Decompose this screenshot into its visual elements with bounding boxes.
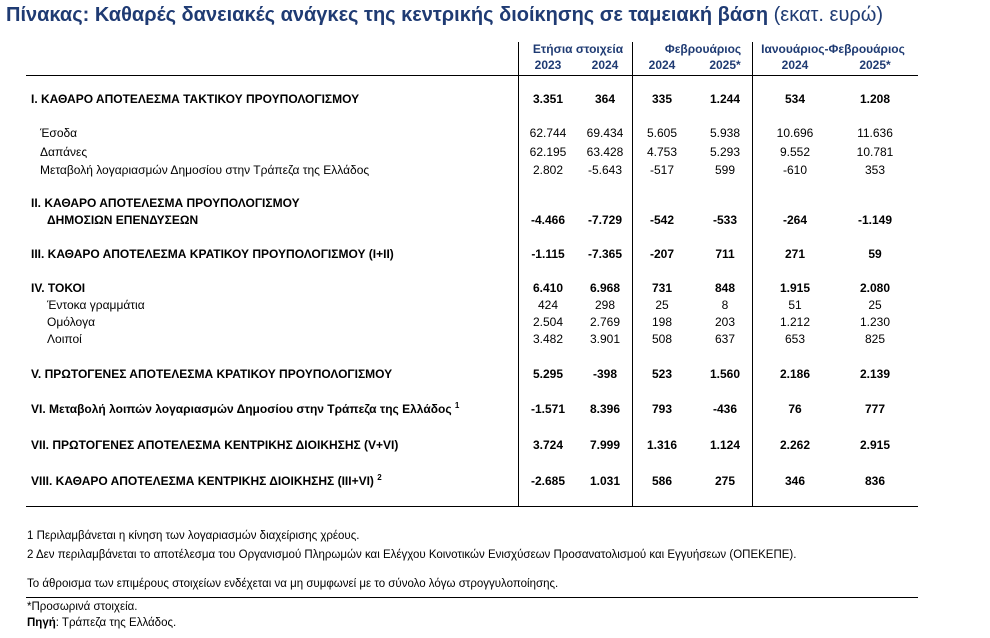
cell: 777: [864, 402, 886, 416]
row-label-text: VI. Μεταβολή λοιπών λογαριασμών Δημοσίου στην Τράπεζα της Ελλάδος: [31, 402, 452, 416]
cell: -264: [782, 213, 808, 227]
cell: -542: [649, 213, 675, 227]
header-group-jan-feb: Ιανουάριος-Φεβρουάριος: [761, 42, 905, 56]
cell: -1.115: [531, 247, 565, 261]
source-label: Πηγή: [27, 617, 56, 629]
cell: 3.482: [532, 332, 564, 346]
cell: -7.365: [587, 247, 623, 261]
cell: 424: [537, 298, 559, 312]
cell: 5.295: [532, 367, 564, 381]
table-row: [0, 126, 990, 142]
row-label: Έσοδα: [40, 126, 78, 140]
cell: -207: [649, 247, 675, 261]
cell: 3.724: [532, 438, 564, 452]
cell: 1.230: [859, 315, 891, 329]
header-group-annual: Ετήσια στοιχεία: [532, 42, 624, 56]
row-label: Δαπάνες: [40, 145, 88, 159]
table-row: [0, 367, 990, 383]
header-year: 2025*: [709, 58, 741, 72]
cell: 1.316: [646, 438, 678, 452]
row-label: Ομόλογα: [47, 315, 96, 329]
cell: 10.696: [776, 126, 814, 140]
rounding-note: Το άθροισμα των επιμέρους στοιχείων ενδέχεται να μη συμφωνεί με το σύνολο λόγω στρογγυλοποίησης.: [27, 578, 559, 590]
column-divider: [752, 42, 753, 506]
table-row: [0, 474, 990, 490]
cell: 5.293: [709, 145, 741, 159]
cell: 2.139: [859, 367, 891, 381]
cell: 2.080: [859, 281, 891, 295]
footnote-ref: 1: [454, 401, 460, 410]
cell: 1.560: [709, 367, 741, 381]
row-label: III. ΚΑΘΑΡΟ ΑΠΟΤΕΛΕΣΜΑ ΚΡΑΤΙΚΟΥ ΠΡΟΥΠΟΛΟΓΙΣΜΟΥ (I+II): [31, 247, 394, 261]
cell: 353: [864, 163, 886, 177]
header-year: 2024: [591, 58, 619, 72]
row-label: I. ΚΑΘΑΡΟ ΑΠΟΤΕΛΕΣΜΑ ΤΑΚΤΙΚΟΥ ΠΡΟΥΠΟΛΟΓΙΣΜΟΥ: [31, 92, 360, 106]
table-row: [0, 145, 990, 161]
cell: 364: [594, 92, 616, 106]
row-label: VII. ΠΡΩΤΟΓΕΝΕΣ ΑΠΟΤΕΛΕΣΜΑ ΚΕΝΤΡΙΚΗΣ ΔΙΟΙΚΗΣΗΣ (V+VI): [31, 438, 399, 452]
header-group-february: Φεβρουάριος: [664, 42, 742, 56]
cell: 198: [651, 315, 673, 329]
cell: -1.571: [530, 402, 566, 416]
cell: 599: [714, 163, 736, 177]
cell: 2.186: [779, 367, 811, 381]
column-divider: [632, 42, 633, 506]
table-row: [0, 92, 990, 108]
cell: 7.999: [589, 438, 621, 452]
cell: 63.428: [586, 145, 624, 159]
cell: 2.802: [532, 163, 564, 177]
cell: 6.410: [532, 281, 564, 295]
row-label-text: VIII. ΚΑΘΑΡΟ ΑΠΟΤΕΛΕΣΜΑ ΚΕΝΤΡΙΚΗΣ ΔΙΟΙΚΗΣΗΣ (III+VI): [31, 474, 374, 488]
row-label: V. ΠΡΩΤΟΓΕΝΕΣ ΑΠΟΤΕΛΕΣΜΑ ΚΡΑΤΙΚΟΥ ΠΡΟΥΠΟΛΟΓΙΣΜΟΥ: [31, 367, 393, 381]
row-label: Λοιποί: [47, 332, 82, 346]
footnote-rule: [26, 597, 918, 598]
cell: 62.744: [529, 126, 567, 140]
table-top-rule: [26, 75, 918, 76]
table-row: [0, 281, 990, 297]
cell: 2.504: [532, 315, 564, 329]
column-divider: [518, 42, 519, 506]
table-row: [0, 332, 990, 348]
cell: 1.915: [779, 281, 811, 295]
table-bottom-rule: [26, 506, 918, 507]
cell: 586: [651, 474, 673, 488]
cell: 848: [714, 281, 736, 295]
cell: 25: [868, 298, 882, 312]
cell: 2.915: [859, 438, 891, 452]
footnote-1: 1 Περιλαμβάνεται η κίνηση των λογαριασμών διαχείρισης χρέους.: [27, 530, 360, 542]
cell: 62.195: [529, 145, 567, 159]
row-label: [31, 474, 382, 488]
cell: 298: [594, 298, 616, 312]
footnote-2: 2 Δεν περιλαμβάνεται το αποτέλεσμα του Οργανισμού Πληρωμών και Ελέγχου Κοινοτικών Ενισχύσεων Προσανατολισμού και Εγγυήσεων (ΟΠΕΚΕΠΕ).: [27, 549, 797, 561]
cell: 3.901: [589, 332, 621, 346]
cell: 4.753: [646, 145, 678, 159]
cell: 76: [788, 402, 802, 416]
cell: -5.643: [587, 163, 623, 177]
cell: -398: [592, 367, 618, 381]
header-year: 2023: [534, 58, 562, 72]
cell: 51: [788, 298, 802, 312]
cell: -517: [649, 163, 675, 177]
cell: 731: [651, 281, 673, 295]
title-main: Πίνακας: Καθαρές δανειακές ανάγκες της κεντρικής διοίκησης σε ταμειακή βάση: [6, 4, 769, 26]
cell: 6.968: [589, 281, 621, 295]
cell: 637: [714, 332, 736, 346]
table-row: [0, 163, 990, 179]
cell: 2.769: [589, 315, 621, 329]
table-row: [0, 196, 990, 212]
table-row: [0, 213, 990, 229]
row-label: Μεταβολή λογαριασμών Δημοσίου στην Τράπεζα της Ελλάδος: [40, 163, 370, 177]
cell: 711: [715, 247, 735, 261]
cell: 5.938: [709, 126, 741, 140]
header-year: 2025*: [859, 58, 891, 72]
cell: -436: [712, 402, 738, 416]
cell: 1.124: [709, 438, 741, 452]
provisional-note: *Προσωρινά στοιχεία.: [27, 601, 138, 613]
cell: -610: [782, 163, 808, 177]
row-label: [31, 402, 459, 416]
cell: 8.396: [589, 402, 621, 416]
cell: 534: [784, 92, 806, 106]
cell: -1.149: [857, 213, 893, 227]
cell: 836: [864, 474, 886, 488]
cell: 8: [721, 298, 729, 312]
source-text: : Τράπεζα της Ελλάδος.: [55, 617, 177, 629]
cell: 203: [714, 315, 736, 329]
cell: 1.212: [779, 315, 811, 329]
cell: 1.031: [589, 474, 621, 488]
table-row: [0, 247, 990, 263]
row-label: II. ΚΑΘΑΡΟ ΑΠΟΤΕΛΕΣΜΑ ΠΡΟΥΠΟΛΟΓΙΣΜΟΥ: [31, 196, 300, 210]
cell: 825: [864, 332, 886, 346]
cell: 10.781: [856, 145, 894, 159]
cell: 523: [651, 367, 673, 381]
cell: 1.208: [859, 92, 891, 106]
cell: 275: [714, 474, 736, 488]
cell: 11.636: [857, 126, 893, 140]
table-row: [0, 438, 990, 454]
source-note: [27, 617, 176, 629]
cell: 3.351: [532, 92, 564, 106]
cell: 508: [651, 332, 673, 346]
cell: 9.552: [779, 145, 811, 159]
row-label: ΔΗΜΟΣΙΩΝ ΕΠΕΝΔΥΣΕΩΝ: [47, 213, 199, 227]
header-year: 2024: [781, 58, 809, 72]
cell: 793: [651, 402, 673, 416]
cell: -4.466: [530, 213, 566, 227]
cell: -2.685: [530, 474, 566, 488]
cell: 25: [655, 298, 669, 312]
cell: 346: [784, 474, 806, 488]
table-row: [0, 402, 990, 418]
cell: 653: [784, 332, 806, 346]
page-title: [6, 4, 883, 27]
title-unit: (εκατ. ευρώ): [773, 4, 884, 26]
row-label: Έντοκα γραμμάτια: [47, 298, 145, 312]
cell: 5.605: [646, 126, 678, 140]
cell: 69.434: [586, 126, 624, 140]
cell: 271: [784, 247, 806, 261]
cell: 2.262: [779, 438, 811, 452]
header-year: 2024: [648, 58, 676, 72]
cell: 1.244: [709, 92, 741, 106]
cell: 59: [868, 247, 882, 261]
cell: -533: [712, 213, 738, 227]
cell: 335: [651, 92, 673, 106]
table-row: [0, 298, 990, 314]
row-label: IV. ΤΟΚΟΙ: [31, 281, 86, 295]
footnote-ref: 2: [377, 473, 382, 482]
table-row: [0, 315, 990, 331]
cell: -7.729: [587, 213, 623, 227]
